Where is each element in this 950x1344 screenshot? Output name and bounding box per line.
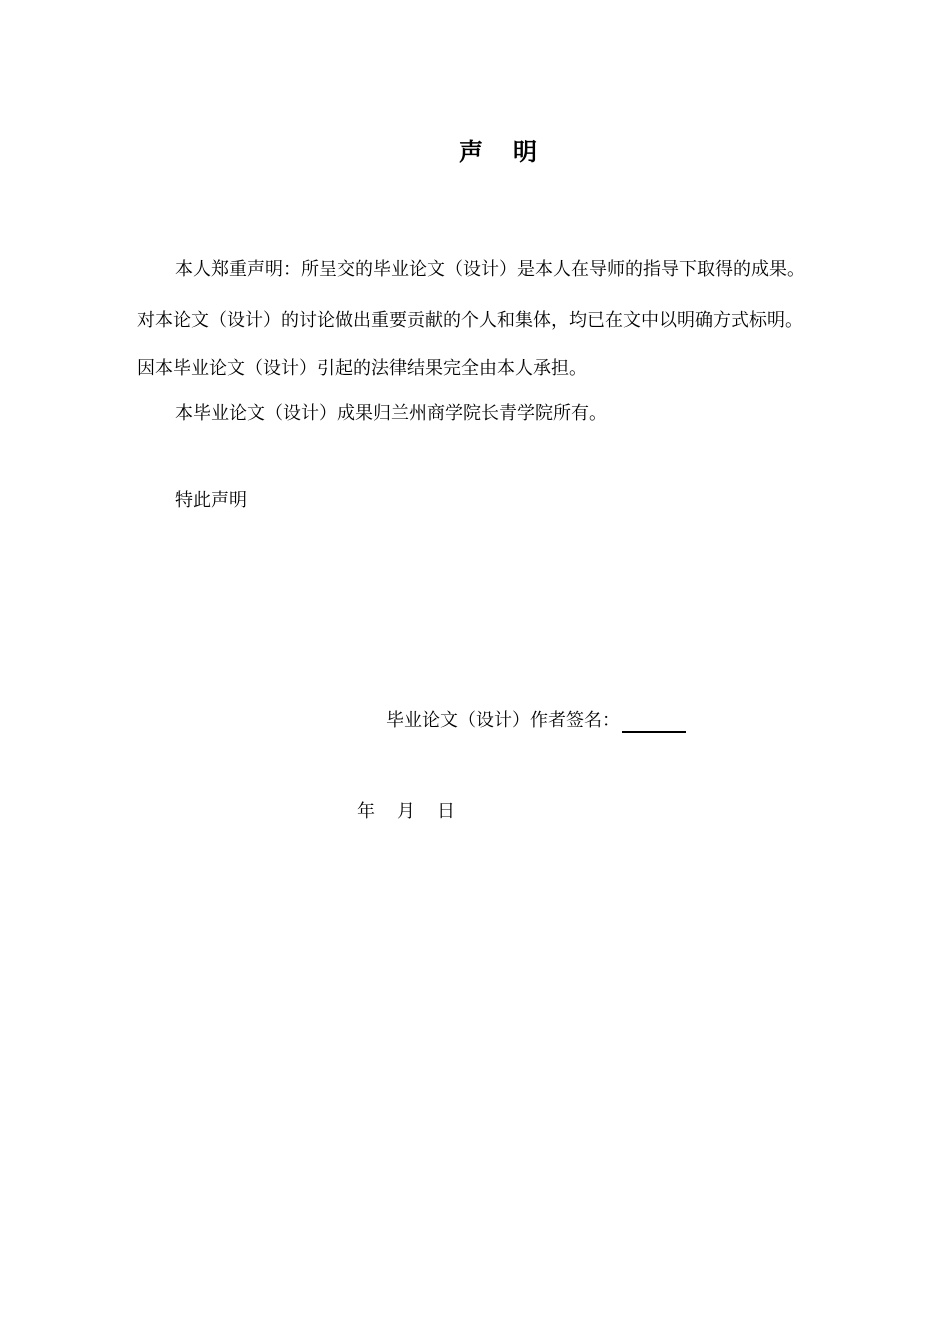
closing-statement: 特此声明 [175, 490, 247, 511]
date-month-label: 月 [397, 801, 415, 822]
declaration-paragraph-1: 本人郑重声明：所呈交的毕业论文（设计）是本人在导师的指导下取得的成果。 [175, 259, 805, 280]
date-row [357, 800, 455, 824]
signature-row [386, 709, 686, 733]
date-day-label: 日 [437, 801, 455, 822]
signature-line[interactable] [622, 711, 686, 733]
date-year-label: 年 [357, 801, 375, 822]
signature-label: 毕业论文（设计）作者签名： [386, 710, 620, 731]
declaration-paragraph-4: 本毕业论文（设计）成果归兰州商学院长青学院所有。 [175, 403, 607, 424]
title-char-1: 声 [459, 138, 483, 166]
declaration-paragraph-2: 对本论文（设计）的讨论做出重要贡献的个人和集体，均已在文中以明确方式标明。 [137, 310, 803, 331]
title-char-2: 明 [513, 138, 537, 166]
page-title [0, 132, 950, 167]
declaration-paragraph-3: 因本毕业论文（设计）引起的法律结果完全由本人承担。 [137, 358, 587, 379]
